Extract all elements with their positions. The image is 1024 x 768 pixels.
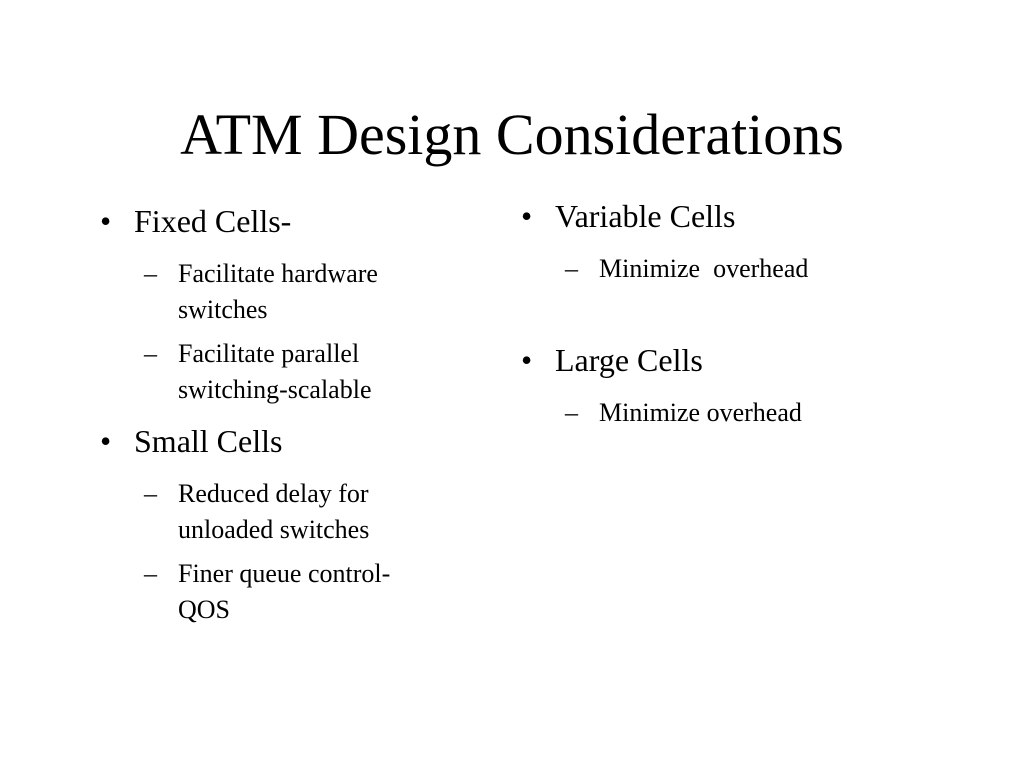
bullet-item [100, 420, 480, 462]
left-column [100, 200, 480, 628]
bullet-marker: • [521, 342, 533, 378]
sub-bullet-marker: – [144, 559, 157, 588]
sub-bullet-marker: – [144, 479, 157, 508]
bullet-label: Small Cells [134, 423, 283, 459]
sub-bullet-item [555, 395, 941, 431]
sub-bullet-line: QOS [178, 595, 231, 624]
sub-bullet-line: Minimize overhead [599, 398, 802, 427]
sub-bullet-line: Facilitate hardware [178, 259, 378, 288]
sub-bullet-item [134, 556, 480, 628]
right-column [521, 195, 941, 431]
sub-bullet-item [134, 476, 480, 548]
bullet-marker: • [100, 203, 112, 239]
sub-bullet-line: unloaded switches [178, 515, 370, 544]
sub-bullet-line: Minimize overhead [599, 254, 809, 283]
bullet-marker: • [100, 423, 112, 459]
bullet-label: Variable Cells [555, 198, 736, 234]
sub-bullet-line: switching-scalable [178, 375, 372, 404]
sub-bullet-line: Finer queue control- [178, 559, 391, 588]
slide-title: ATM Design Considerations [180, 102, 844, 167]
bullet-marker: • [521, 198, 533, 234]
sub-bullet-line: Facilitate parallel [178, 339, 360, 368]
sub-bullet-marker: – [565, 254, 578, 283]
sub-bullet-marker: – [144, 259, 157, 288]
sub-bullet-marker: – [144, 339, 157, 368]
bullet-item [521, 339, 941, 381]
sub-bullet-line: Reduced delay for [178, 479, 369, 508]
sub-bullet-item [555, 251, 941, 287]
sub-bullet-marker: – [565, 398, 578, 427]
bullet-item [100, 200, 480, 242]
sub-bullet-item [134, 336, 480, 408]
bullet-label: Large Cells [555, 342, 703, 378]
bullet-item [521, 195, 941, 237]
sub-bullet-line: switches [178, 295, 268, 324]
bullet-label: Fixed Cells- [134, 203, 292, 239]
sub-bullet-item [134, 256, 480, 328]
